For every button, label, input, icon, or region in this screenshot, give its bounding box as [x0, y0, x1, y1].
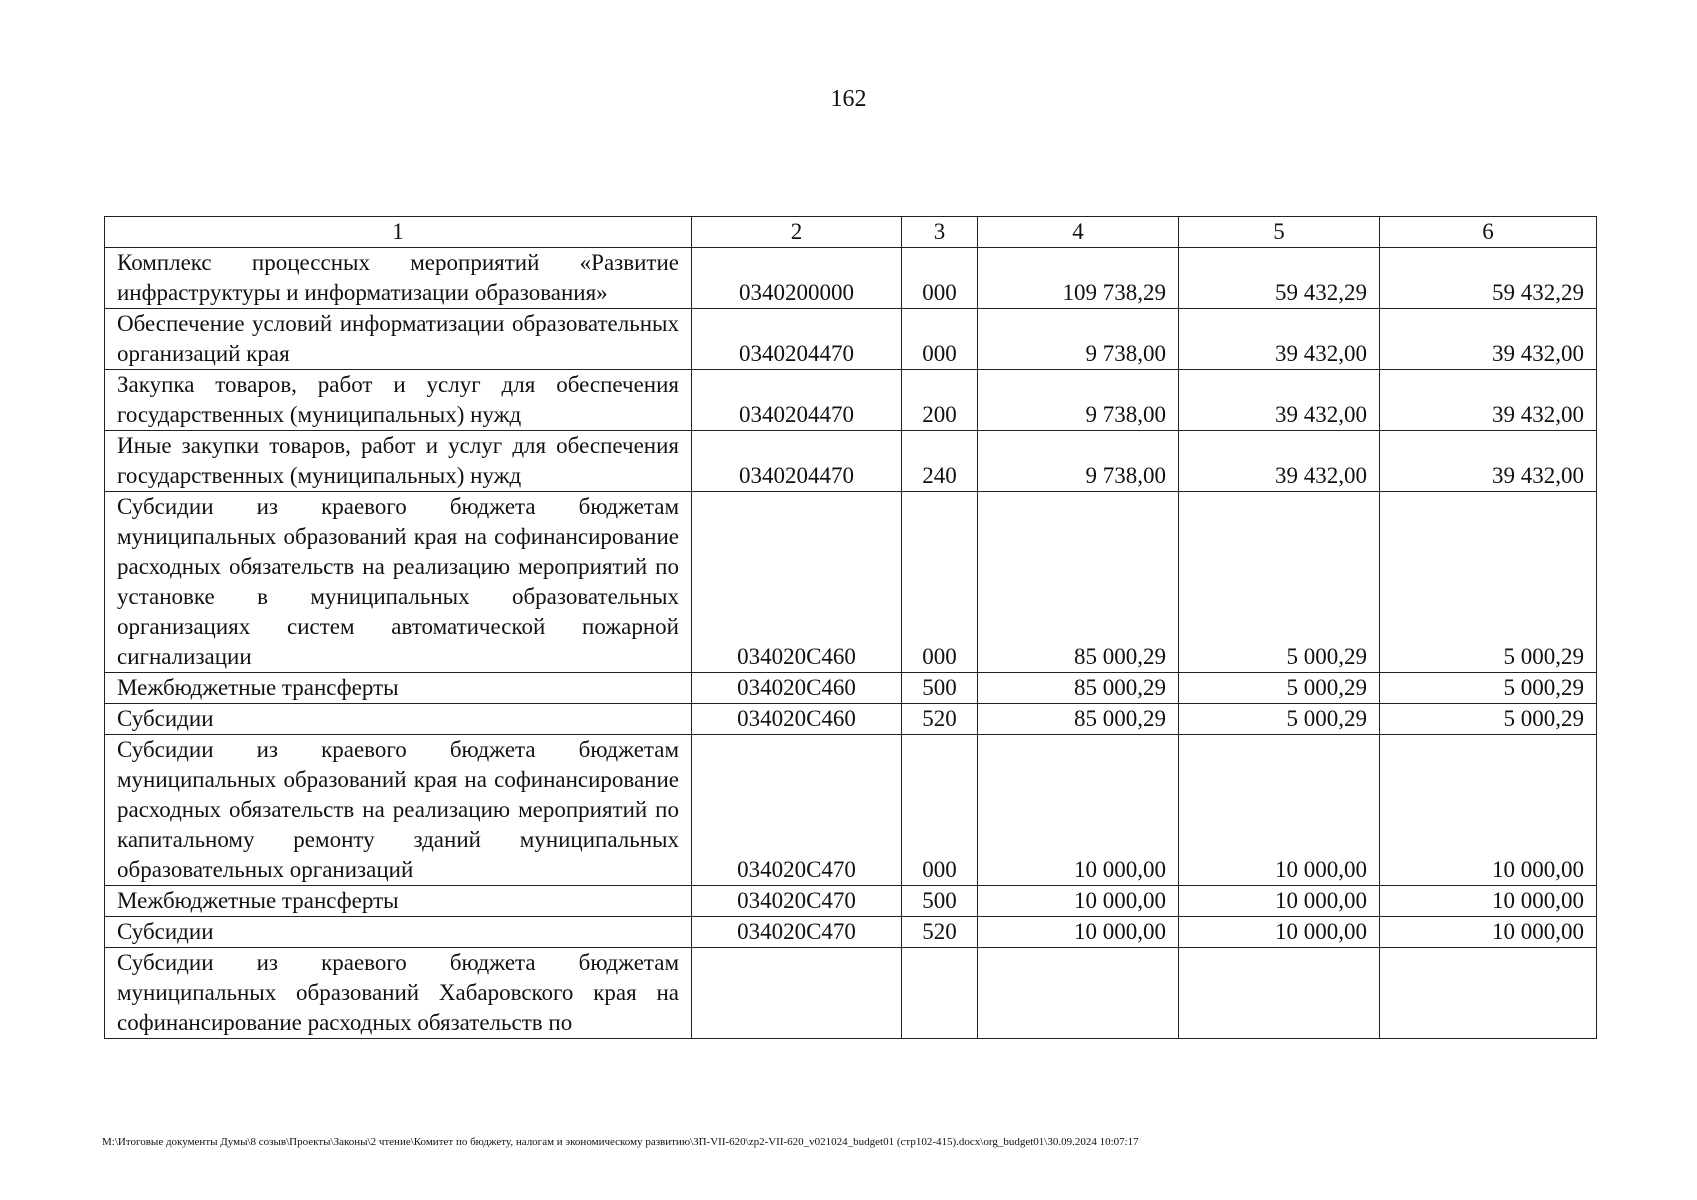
row-amount-col5 — [1179, 948, 1380, 1039]
row-amount-col4: 10 000,00 — [978, 735, 1179, 886]
table-row — [105, 673, 1597, 704]
row-amount-col4: 85 000,29 — [978, 704, 1179, 735]
row-amount-col4: 10 000,00 — [978, 886, 1179, 917]
row-description: Межбюджетные трансферты — [105, 673, 692, 704]
row-description: Межбюджетные трансферты — [105, 886, 692, 917]
row-description: Закупка товаров, работ и услуг для обеспечения государственных (муниципальных) нужд — [105, 370, 692, 431]
row-amount-col5: 10 000,00 — [1179, 735, 1380, 886]
table-row — [105, 431, 1597, 492]
row-expense-type: 000 — [902, 735, 978, 886]
row-description: Субсидии из краевого бюджета бюджетам муниципальных образований края на софинансирование расходных обязательств на реализацию мероприятий по установке в муниципальных образовательных организациях систем автоматической пожарной сигнализации — [105, 492, 692, 673]
row-amount-col5: 10 000,00 — [1179, 886, 1380, 917]
row-expense-type: 200 — [902, 370, 978, 431]
row-expense-type: 500 — [902, 886, 978, 917]
row-target-code: 034020С470 — [692, 917, 902, 948]
row-amount-col4: 85 000,29 — [978, 492, 1179, 673]
row-amount-col5: 39 432,00 — [1179, 431, 1380, 492]
row-amount-col5: 59 432,29 — [1179, 248, 1380, 309]
row-target-code: 0340200000 — [692, 248, 902, 309]
row-amount-col6: 5 000,29 — [1380, 704, 1597, 735]
row-description: Иные закупки товаров, работ и услуг для обеспечения государственных (муниципальных) нужд — [105, 431, 692, 492]
table-row — [105, 917, 1597, 948]
page-number: 162 — [830, 86, 867, 112]
row-target-code: 0340204470 — [692, 370, 902, 431]
row-amount-col4: 109 738,29 — [978, 248, 1179, 309]
row-amount-col6: 39 432,00 — [1380, 370, 1597, 431]
budget-table — [104, 216, 1597, 1039]
row-amount-col5: 39 432,00 — [1179, 370, 1380, 431]
row-amount-col6 — [1380, 948, 1597, 1039]
column-header-5: 5 — [1179, 217, 1380, 248]
row-expense-type: 500 — [902, 673, 978, 704]
row-amount-col6: 10 000,00 — [1380, 886, 1597, 917]
column-number-row — [105, 217, 1597, 248]
row-amount-col5: 5 000,29 — [1179, 673, 1380, 704]
row-description: Субсидии из краевого бюджета бюджетам муниципальных образований Хабаровского края на софинансирование расходных обязательств по — [105, 948, 692, 1039]
column-header-3: 3 — [902, 217, 978, 248]
row-target-code: 034020С460 — [692, 492, 902, 673]
footer-file-path: М:\Итоговые документы Думы\8 созыв\Проекты\Законы\2 чтение\Комитет по бюджету, налогам и экономическому развитию\ЗП-VII-620\zp2-VII-620_v021024_budget01 (стр102-415).docx\org_budget01\30.09.2024 10:07:17 — [102, 1136, 1139, 1148]
table-row — [105, 370, 1597, 431]
row-amount-col4: 9 738,00 — [978, 431, 1179, 492]
row-amount-col6: 5 000,29 — [1380, 673, 1597, 704]
row-amount-col4: 9 738,00 — [978, 309, 1179, 370]
row-description: Комплекс процессных мероприятий «Развитие инфраструктуры и информатизации образования» — [105, 248, 692, 309]
row-expense-type: 240 — [902, 431, 978, 492]
row-amount-col5: 5 000,29 — [1179, 492, 1380, 673]
row-amount-col6: 59 432,29 — [1380, 248, 1597, 309]
row-expense-type — [902, 948, 978, 1039]
row-amount-col6: 10 000,00 — [1380, 735, 1597, 886]
table-row — [105, 309, 1597, 370]
row-target-code: 034020С460 — [692, 704, 902, 735]
row-description: Субсидии — [105, 704, 692, 735]
row-target-code: 0340204470 — [692, 431, 902, 492]
row-expense-type: 000 — [902, 492, 978, 673]
table-row — [105, 886, 1597, 917]
row-amount-col6: 10 000,00 — [1380, 917, 1597, 948]
row-amount-col4: 85 000,29 — [978, 673, 1179, 704]
row-amount-col6: 5 000,29 — [1380, 492, 1597, 673]
row-target-code: 034020С460 — [692, 673, 902, 704]
table-row — [105, 704, 1597, 735]
row-amount-col5: 39 432,00 — [1179, 309, 1380, 370]
column-header-4: 4 — [978, 217, 1179, 248]
column-header-1: 1 — [105, 217, 692, 248]
table-row — [105, 735, 1597, 886]
row-target-code — [692, 948, 902, 1039]
row-amount-col6: 39 432,00 — [1380, 309, 1597, 370]
table-row — [105, 248, 1597, 309]
row-amount-col6: 39 432,00 — [1380, 431, 1597, 492]
row-amount-col5: 10 000,00 — [1179, 917, 1380, 948]
row-target-code: 034020С470 — [692, 886, 902, 917]
column-header-6: 6 — [1380, 217, 1597, 248]
row-description: Обеспечение условий информатизации образовательных организаций края — [105, 309, 692, 370]
table-row — [105, 492, 1597, 673]
row-target-code: 034020С470 — [692, 735, 902, 886]
row-amount-col4 — [978, 948, 1179, 1039]
table-row — [105, 948, 1597, 1039]
row-description: Субсидии из краевого бюджета бюджетам муниципальных образований края на софинансирование расходных обязательств на реализацию мероприятий по капитальному ремонту зданий муниципальных образовательных организаций — [105, 735, 692, 886]
row-expense-type: 000 — [902, 248, 978, 309]
row-expense-type: 000 — [902, 309, 978, 370]
column-header-2: 2 — [692, 217, 902, 248]
row-amount-col4: 10 000,00 — [978, 917, 1179, 948]
row-description: Субсидии — [105, 917, 692, 948]
row-amount-col4: 9 738,00 — [978, 370, 1179, 431]
row-target-code: 0340204470 — [692, 309, 902, 370]
row-amount-col5: 5 000,29 — [1179, 704, 1380, 735]
row-expense-type: 520 — [902, 917, 978, 948]
row-expense-type: 520 — [902, 704, 978, 735]
